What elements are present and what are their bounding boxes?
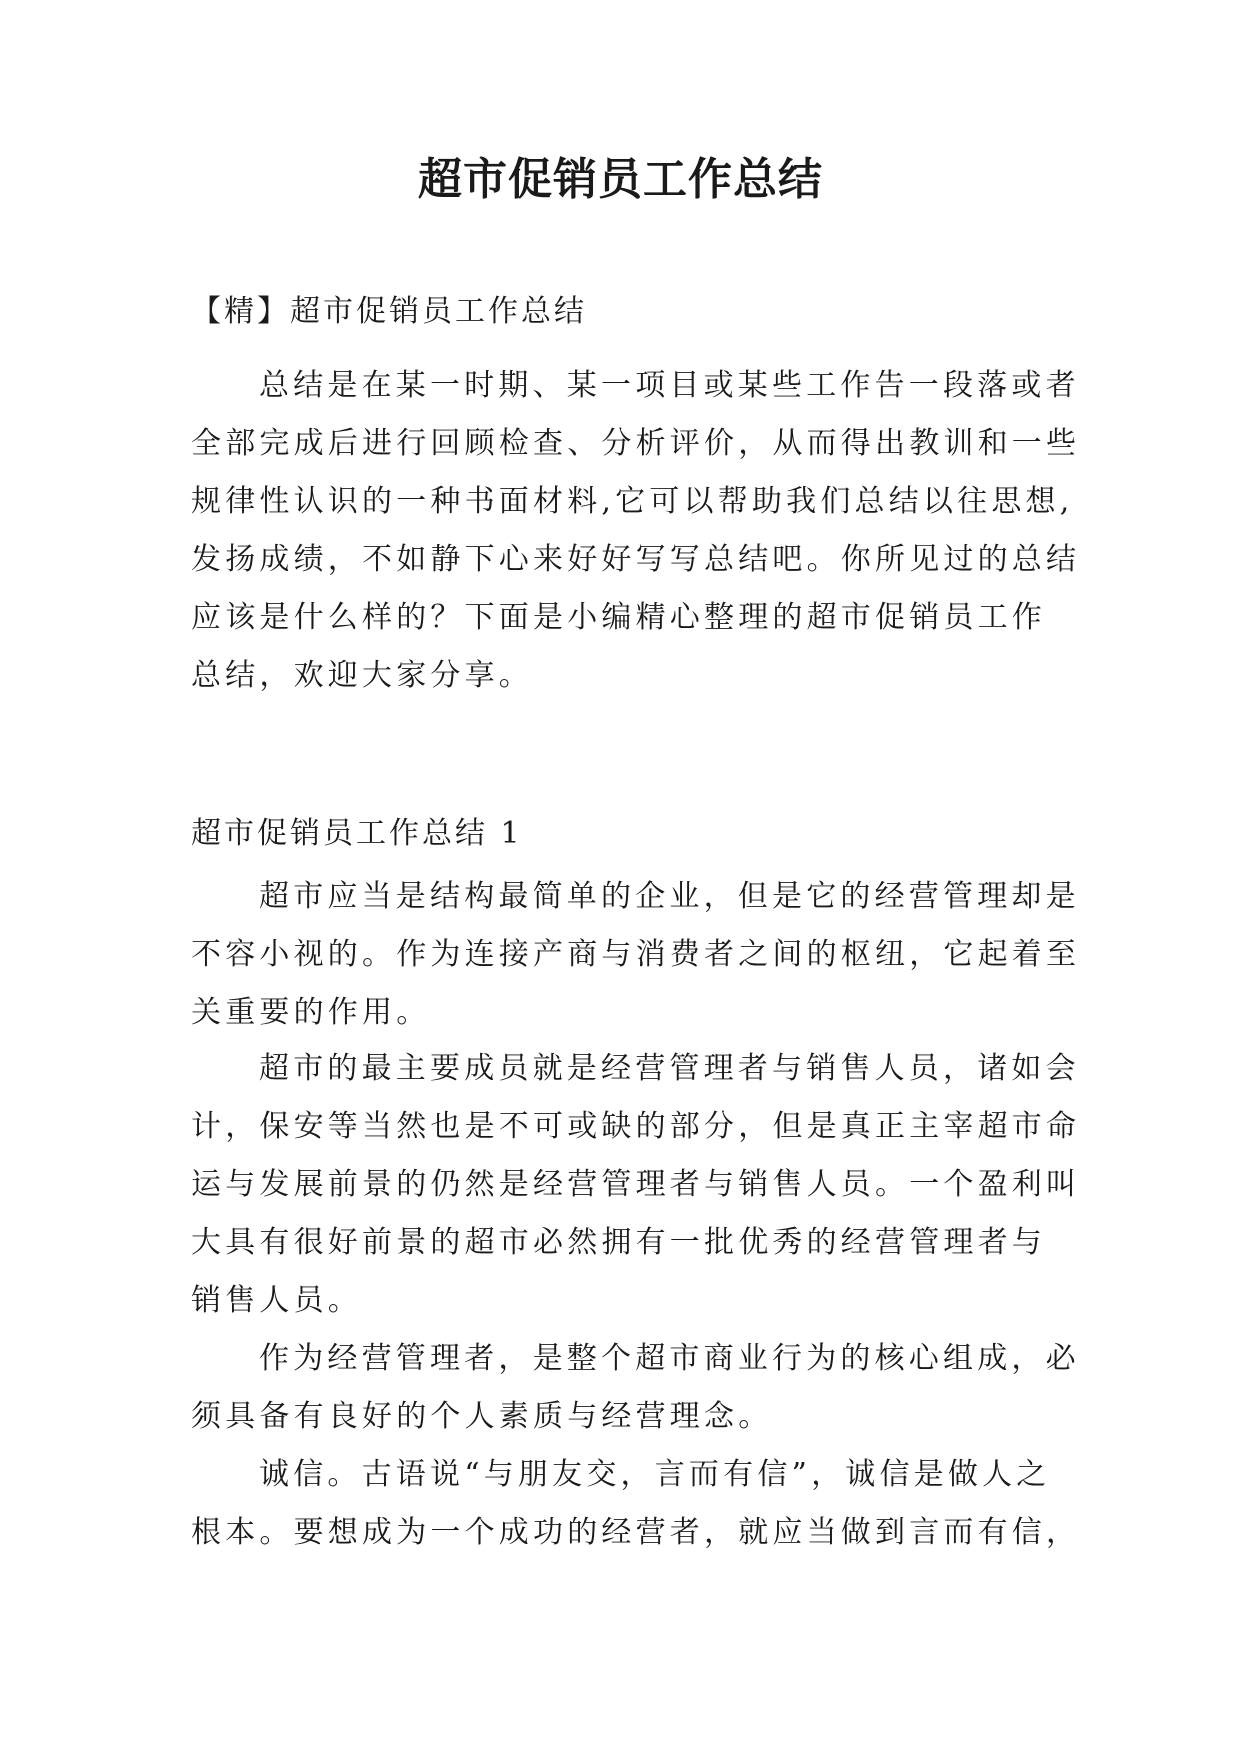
intro-line: 总结是在某一时期、某一项目或某些工作告一段落或者	[259, 368, 1080, 403]
intro-line: 应该是什么样的？下面是小编精心整理的超市促销员工作	[191, 600, 1046, 635]
document-title: 超市促销员工作总结	[418, 154, 823, 205]
paragraph-2	[191, 1040, 1081, 1330]
intro-line: 总结，欢迎大家分享。	[191, 658, 533, 693]
intro-line: 规律性认识的一种书面材料,它可以帮助我们总结以往思想,	[191, 484, 1074, 519]
paragraph-line: 计，保安等当然也是不可或缺的部分，但是真正主宰超市命	[191, 1109, 1081, 1144]
document-subtitle: 【精】超市促销员工作总结	[191, 294, 587, 329]
paragraph-line: 不容小视的。作为连接产商与消费者之间的枢纽，它起着至	[191, 937, 1081, 972]
paragraph-line: 运与发展前景的仍然是经营管理者与销售人员。一个盈利叫	[191, 1167, 1081, 1202]
paragraph-line: 关重要的作用。	[191, 995, 431, 1030]
paragraph-line: 诚信。古语说“与朋友交，言而有信”，诚信是做人之	[259, 1457, 1051, 1492]
paragraph-3	[191, 1330, 1080, 1446]
paragraph-line: 超市应当是结构最简单的企业，但是它的经营管理却是	[259, 879, 1080, 914]
paragraph-4	[191, 1446, 1081, 1562]
intro-line: 全部完成后进行回顾检查、分析评价，从而得出教训和一些	[191, 426, 1081, 461]
paragraph-line: 根本。要想成为一个成功的经营者，就应当做到言而有信，	[191, 1515, 1081, 1550]
paragraph-1	[191, 868, 1081, 1042]
paragraph-line: 超市的最主要成员就是经营管理者与销售人员，诸如会	[259, 1051, 1080, 1086]
paragraph-line: 须具备有良好的个人素质与经营理念。	[191, 1399, 773, 1434]
paragraph-line: 作为经营管理者，是整个超市商业行为的核心组成，必	[259, 1341, 1080, 1376]
section-heading: 超市促销员工作总结 1	[191, 816, 523, 851]
intro-paragraph	[191, 357, 1081, 705]
paragraph-line: 销售人员。	[191, 1283, 362, 1318]
intro-line: 发扬成绩，不如静下心来好好写写总结吧。你所见过的总结	[191, 542, 1081, 577]
paragraph-line: 大具有很好前景的超市必然拥有一批优秀的经营管理者与	[191, 1225, 1046, 1260]
